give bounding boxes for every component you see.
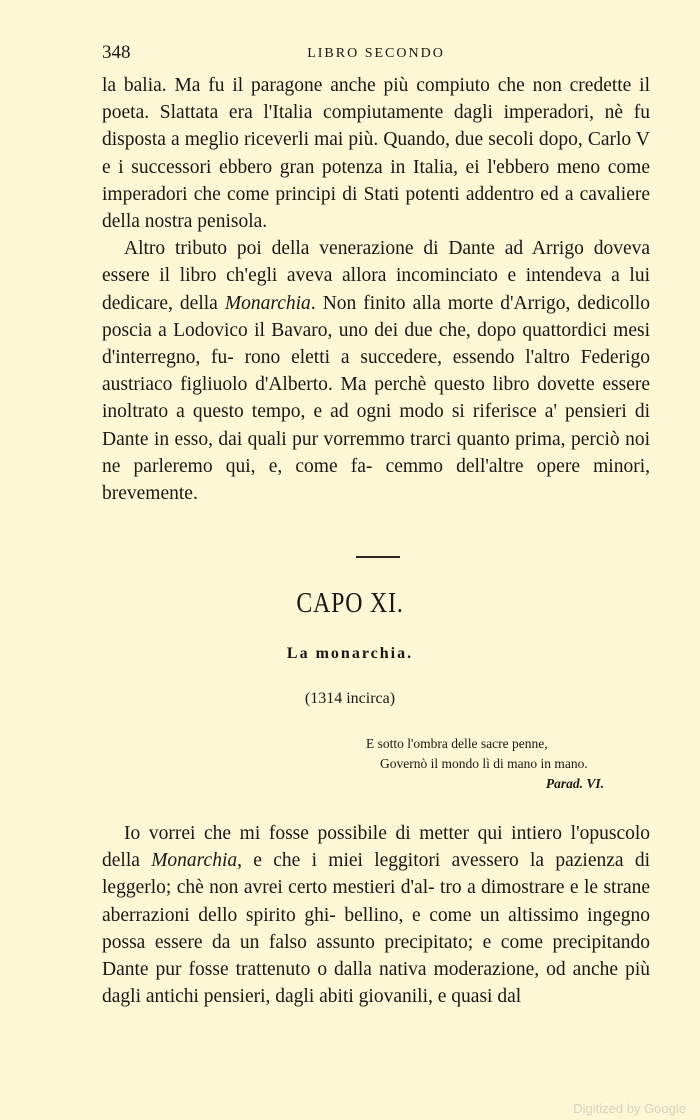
text-line: morte d'Arrigo, dedicollo poscia a Lodovico il Bavaro,	[102, 292, 650, 341]
paragraph-continuation	[102, 72, 650, 235]
text-line: la pazienza di leggerlo; chè non avrei certo mestieri d'al-	[102, 850, 651, 899]
text-line: imperadori, nè fu disposta a meglio riceverli mai più.	[102, 102, 651, 151]
text-line: dagli antichi pensieri, dagli abiti giovanili, e quasi dal	[102, 986, 522, 1008]
running-title: LIBRO SECONDO	[307, 46, 445, 61]
running-head	[102, 42, 650, 72]
text-line: , e che i miei leggitori avessero	[237, 850, 519, 872]
page-number: 348	[102, 42, 131, 63]
text-line: gran potenza in Italia, ei l'ebbero meno come imperadori	[102, 156, 650, 205]
text-line: . Non finito alla	[310, 292, 441, 314]
text-line: che come principi di Stati potenti addentro ed a cavaliere	[193, 183, 651, 205]
text-line: figliuolo d'Alberto. Ma perchè questo libro dovette essere	[180, 374, 651, 396]
epigraph	[340, 734, 656, 794]
text-line: rono eletti a succedere, essendo l'altro Federigo austriaco	[102, 347, 650, 396]
text-line: della nostra penisola.	[102, 211, 268, 233]
text-line: l'opuscolo della	[102, 823, 651, 872]
text-line: pensieri di Dante in esso, dai quali pur vorremmo trarci	[102, 401, 650, 450]
text-line: Altro tributo poi della venerazione di Dante ad Arrigo	[124, 238, 584, 260]
text-line: intendeva a lui dedicare, della	[102, 265, 650, 314]
section-divider	[356, 556, 400, 558]
text-line: bellino, e come un altissimo ingegno possa essere da un	[102, 904, 650, 953]
text-line: uno dei due che, dopo quattordici mesi d'interregno, fu-	[102, 319, 651, 369]
book-title-monarchia: Monarchia	[224, 292, 311, 314]
text-line: tro a dimostrare e le strane aberrazioni dello spirito ghi-	[102, 877, 651, 926]
epigraph-line: Governò il mondo lì di mano in mano.	[380, 756, 588, 771]
chapter-title: CAPO XI.	[296, 588, 404, 619]
bottom-text-block	[102, 820, 650, 1010]
book-title-monarchia: Monarchia	[151, 850, 238, 872]
text-line: doveva essere il libro ch'egli aveva allora incominciato e	[102, 238, 651, 287]
paragraph-arrigo	[102, 235, 650, 507]
digitization-watermark: Digitized by Google	[573, 1101, 686, 1116]
text-line: cemmo dell'altre opere minori, brevemente.	[102, 455, 651, 505]
epigraph-source: Parad. VI.	[545, 776, 604, 791]
text-line: quanto prima, perciò noi ne parleremo qui, e, come fa-	[102, 428, 651, 477]
epigraph-line: E sotto l'ombra delle sacre penne,	[366, 736, 548, 751]
text-line: inoltrato a questo tempo, e ad ogni modo si riferisce a'	[102, 401, 557, 423]
text-line: credette il poeta. Slattata era l'Italia compiutamente dagli	[102, 75, 650, 124]
text-line: Quando, due secoli dopo, Carlo V e i successori ebbero	[102, 129, 650, 178]
text-line: fosse trattenuto o dalla nativa moderazione, od anche più	[188, 959, 650, 981]
text-line: la balia. Ma fu il paragone anche più compiuto che non	[102, 75, 562, 96]
top-text-block	[102, 72, 650, 507]
text-line: falso assunto precipitato; e come precipitando Dante pur	[102, 931, 651, 981]
paragraph-opuscolo	[102, 820, 650, 1010]
text-line: Io vorrei che mi fosse possibile di metter qui intiero	[124, 823, 563, 844]
chapter-subtitle: La monarchia.	[286, 645, 414, 662]
chapter-date: (1314 incirca)	[304, 690, 396, 707]
